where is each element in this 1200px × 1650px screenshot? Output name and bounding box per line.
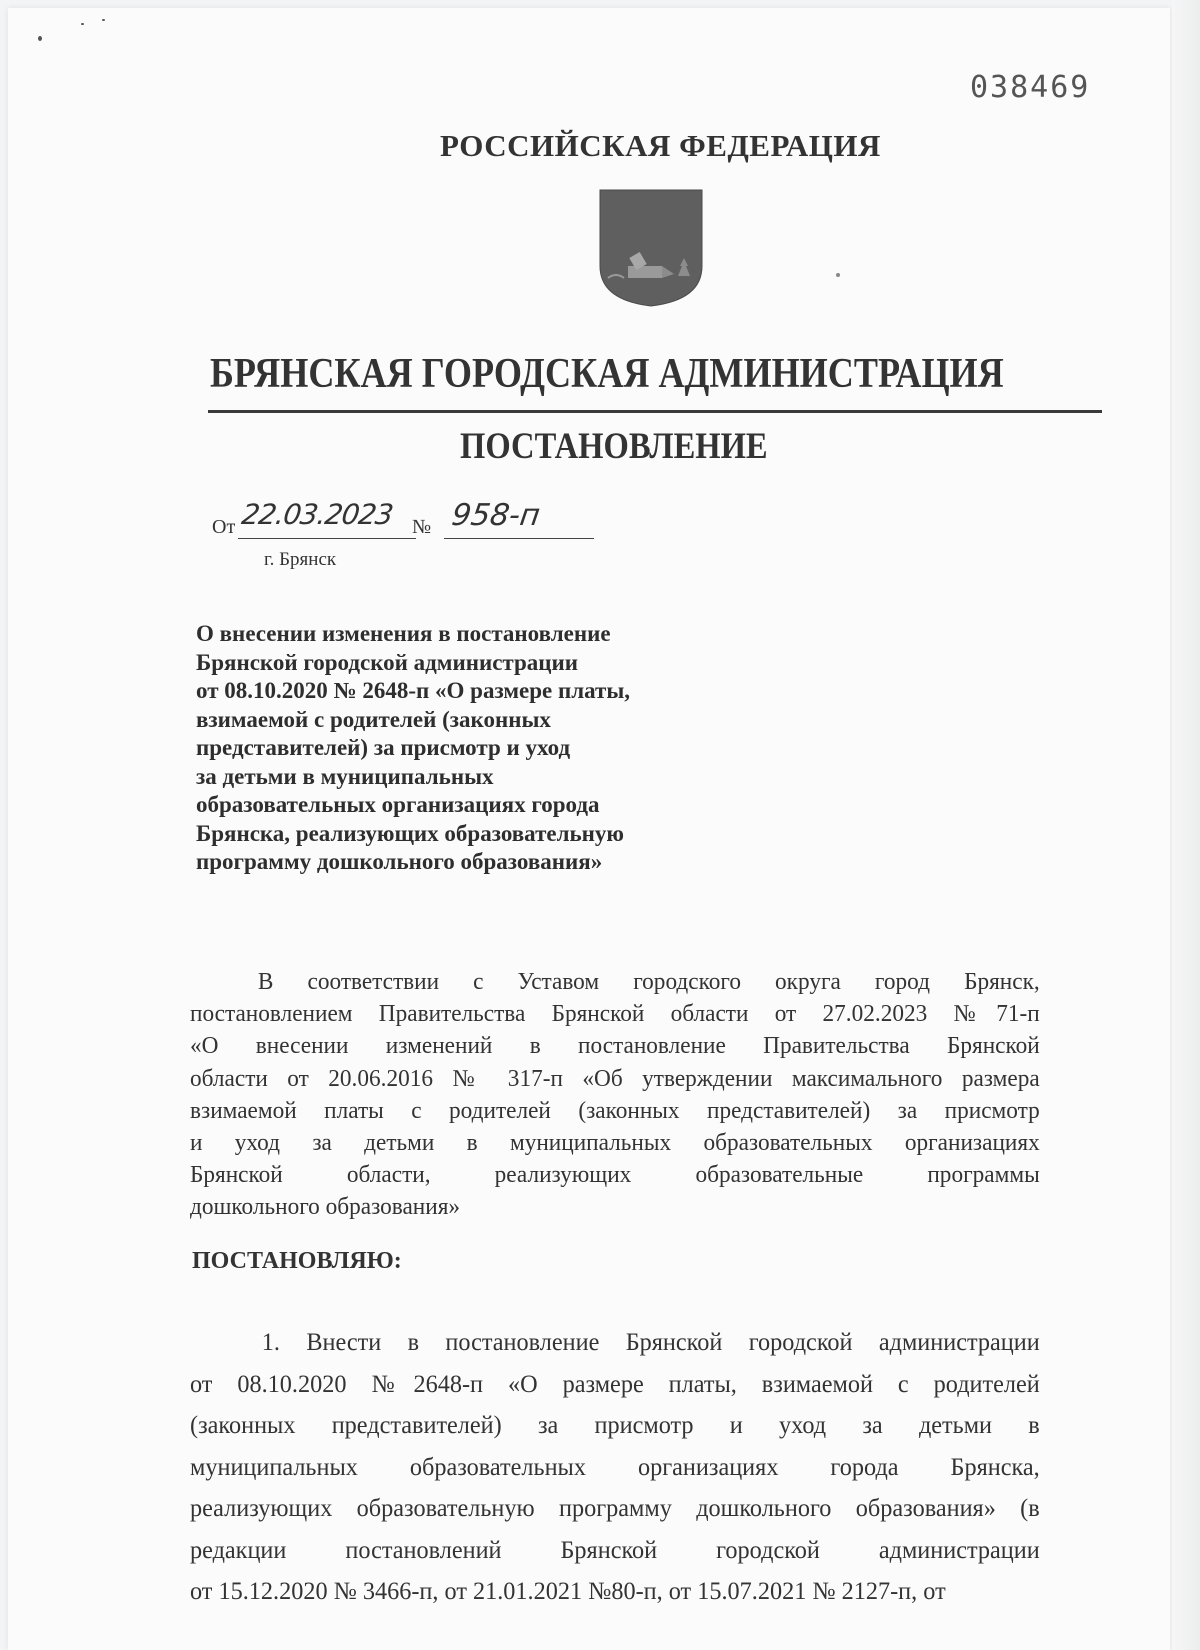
preamble-line: взимаемой платы с родителей (законных представителей) за присмотр xyxy=(190,1097,1040,1124)
city-label: г. Брянск xyxy=(264,549,337,570)
resolve-heading: ПОСТАНОВЛЯЮ: xyxy=(192,1248,402,1274)
preamble-line: В соответствии с Уставом городского округа город Брянск, xyxy=(257,969,1040,995)
subject-line: взимаемой с родителей (законных xyxy=(196,706,551,732)
subject-line: Брянской городской администрации xyxy=(196,649,579,675)
item-line: реализующих образовательную программу дошкольного образования» (в xyxy=(190,1495,1040,1522)
preamble-line: постановлением Правительства Брянской области от 27.02.2023 №71-п xyxy=(190,1001,1040,1028)
serial-number: 038469 xyxy=(970,70,1091,105)
handwritten-date: 22.03.2023 xyxy=(239,498,395,531)
scan-speck xyxy=(836,273,840,277)
scan-speck xyxy=(102,19,105,21)
date-underline xyxy=(238,538,416,539)
subject-line: образовательных организациях города xyxy=(196,792,600,817)
subject-line: за детьми в муниципальных xyxy=(196,763,494,789)
preamble-line: и уход за детьми в муниципальных образовательных организациях xyxy=(190,1130,1040,1157)
scan-edge xyxy=(1172,0,1200,1650)
item-line: муниципальных образовательных организациях города Брянска, xyxy=(190,1453,1040,1481)
coat-of-arms-icon xyxy=(598,188,704,308)
number-label: № xyxy=(412,516,432,538)
subject-block xyxy=(196,620,716,877)
preamble-line: дошкольного образования» xyxy=(190,1194,461,1221)
heading-rule xyxy=(208,410,1102,413)
preamble-line: области от 20.06.2016 № 317-п «Об утверждении максимального размера xyxy=(190,1065,1040,1092)
country-heading: РОССИЙСКАЯ ФЕДЕРАЦИЯ xyxy=(440,128,881,163)
item-line: от 15.12.2020 № 3466-п, от 21.01.2021 №80-п, от 15.07.2021 № 2127-п, от xyxy=(190,1578,946,1605)
scan-speck xyxy=(38,36,42,41)
emblem-graphic xyxy=(598,188,704,308)
subject-line: от 08.10.2020 № 2648-п «О размере платы, xyxy=(196,678,631,703)
item-line: 1. Внести в постановление Брянской городской администрации xyxy=(261,1329,1040,1356)
subject-line: Брянска, реализующих образовательную xyxy=(196,820,624,846)
preamble-paragraph xyxy=(190,966,1040,1224)
issuer-heading: БРЯНСКАЯ ГОРОДСКАЯ АДМИНИСТРАЦИЯ xyxy=(210,351,1004,397)
document-type-heading: ПОСТАНОВЛЕНИЕ xyxy=(460,426,768,467)
scan-speck xyxy=(81,23,84,25)
preamble-line: «О внесении изменений в постановление Правительства Брянской xyxy=(190,1033,1040,1060)
item-line: (законных представителей) за присмотр и уход за детьми в xyxy=(190,1412,1040,1439)
subject-line: О внесении изменения в постановление xyxy=(196,621,611,646)
handwritten-number: 958-п xyxy=(449,498,543,533)
subject-line: программу дошкольного образования» xyxy=(196,849,603,874)
subject-line: представителей) за присмотр и уход xyxy=(196,735,571,760)
item-1-paragraph xyxy=(190,1322,1040,1613)
item-line: от 08.10.2020 №2648-п «О размере платы, взимаемой с родителей xyxy=(190,1370,1040,1398)
preamble-line: Брянской области, реализующих образовательные программы xyxy=(190,1162,1040,1189)
from-label: От xyxy=(212,516,236,538)
number-underline xyxy=(444,538,594,539)
item-line: редакции постановлений Брянской городской администрации xyxy=(190,1536,1040,1564)
